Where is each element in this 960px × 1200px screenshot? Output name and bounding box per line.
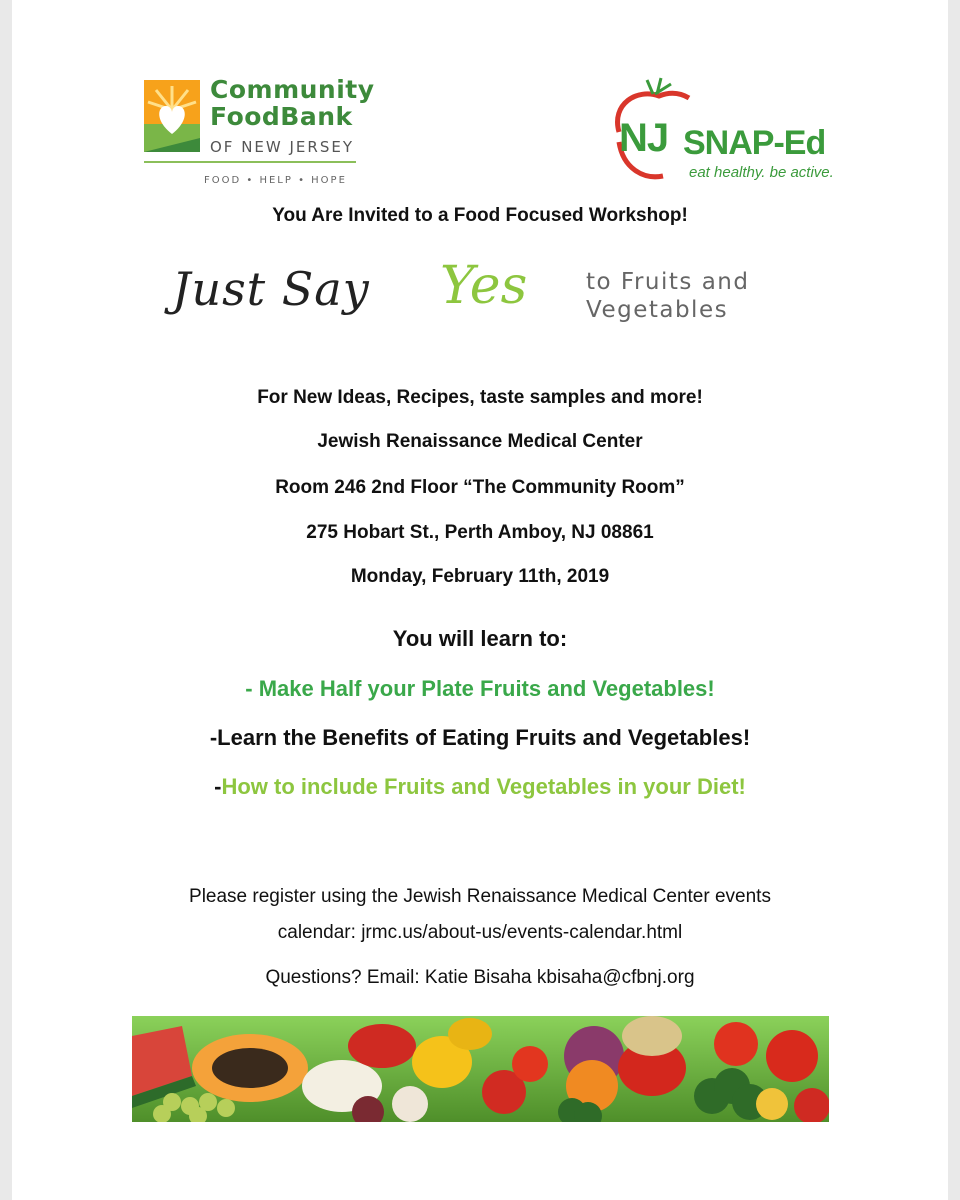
flyer-page: [12, 0, 948, 1200]
questions-email: Questions? Email: Katie Bisaha kbisaha@cfbnj.org: [265, 967, 695, 988]
detail-venue: Jewish Renaissance Medical Center: [317, 431, 643, 452]
foodbank-state: OF NEW JERSEY: [210, 138, 354, 156]
foodbank-tagline: FOOD • HELP • HOPE: [204, 175, 347, 186]
learn-item-half-plate: - Make Half your Plate Fruits and Vegetables!: [245, 676, 715, 701]
foodbank-name-line1: Community: [210, 75, 375, 104]
register-line1: Please register using the Jewish Renaissance Medical Center events: [189, 886, 771, 907]
register-line2: calendar: jrmc.us/about-us/events-calendar.html: [277, 922, 683, 943]
detail-room: Room 246 2nd Floor “The Community Room”: [275, 477, 685, 498]
foodbank-name-line2: FoodBank: [210, 102, 353, 131]
foodbank-name: [210, 76, 375, 130]
learn-item-include-text: How to include Fruits and Vegetables in your Diet!: [221, 774, 746, 799]
snap-nj-text: NJ: [619, 116, 669, 160]
learn-heading: You will learn to:: [392, 626, 568, 651]
snap-tagline: eat healthy. be active.: [689, 164, 834, 181]
title-just-say: Just Say: [172, 262, 370, 316]
workshop-title: [172, 256, 812, 346]
learn-item-benefits: -Learn the Benefits of Eating Fruits and Vegetables!: [209, 725, 751, 750]
community-foodbank-logo: [134, 72, 375, 192]
detail-date: Monday, February 11th, 2019: [350, 566, 610, 587]
title-line1: to Fruits and: [586, 269, 750, 295]
title-to-fruits-vegetables: [586, 268, 749, 324]
title-line2: Vegetables: [586, 297, 729, 323]
logo-divider: [144, 161, 356, 163]
detail-address: 275 Hobart St., Perth Amboy, NJ 08861: [306, 522, 654, 543]
learn-item-dash: -: [214, 774, 222, 799]
vegetables-banner-image: [132, 1016, 829, 1122]
sun-heart-icon: [144, 80, 200, 152]
title-yes: Yes: [440, 256, 528, 316]
nj-snap-ed-logo: [597, 76, 842, 186]
snap-ed-text: SNAP-Ed: [683, 124, 826, 162]
detail-ideas: For New Ideas, Recipes, taste samples and more!: [257, 387, 703, 408]
invite-heading: You Are Invited to a Food Focused Workshop!: [272, 205, 688, 226]
learn-item-include: [12, 774, 948, 800]
